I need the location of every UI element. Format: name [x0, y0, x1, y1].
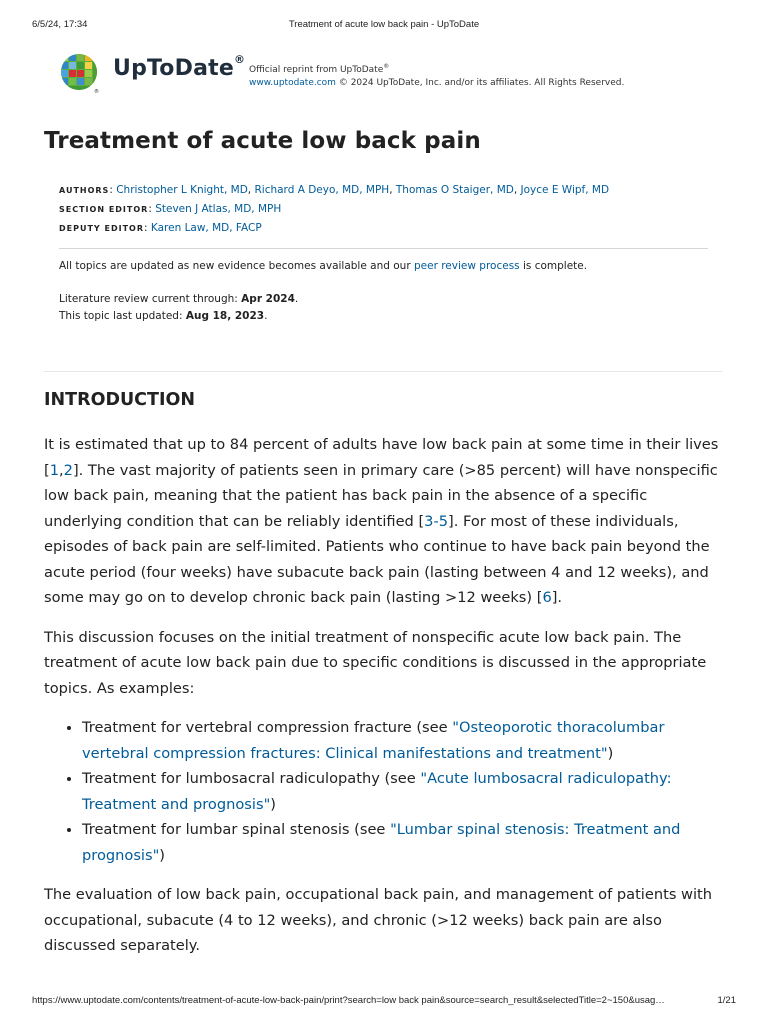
- intro-paragraph-3: The evaluation of low back pain, occupational back pain, and management of patients with occupational, subacute (4 to 12 weeks), and chronic (>12 weeks) back pain are also discussed separately.: [44, 886, 713, 954]
- print-datetime: 6/5/24, 17:34: [32, 19, 88, 30]
- article-credits: [59, 181, 609, 238]
- peer-review-link[interactable]: peer review process: [413, 260, 520, 272]
- topic-link[interactable]: "Osteoporotic thoracolumbar vertebral compression fractures: Clinical manifestations and treatment": [82, 719, 665, 762]
- article-body: [44, 432, 728, 973]
- deputy-editor-line: DEPUTY EDITOR: Karen Law, MD, FACP: [59, 222, 262, 234]
- divider: [44, 371, 722, 372]
- article-title: Treatment of acute low back pain: [44, 128, 481, 154]
- intro-paragraph-1: It is estimated that up to 84 percent of adults have low back pain at some time in their lives [1,2]. The vast majority of patients seen in primary care (>85 percent) will have nonspecific low back pain, meaning that the patient has back pain in the absence of a specific underlying condition that can be reliably identified [3-5]. For most of these individuals, episodes of back pain are self-limited. Patients who continue to have back pain beyond the acute period (four weeks) have subacute back pain (lasting between 4 and 12 weeks), and some may go on to develop chronic back pain (lasting >12 weeks) [6].: [44, 436, 719, 606]
- copyright-text: © 2024 UpToDate, Inc. and/or its affiliates. All Rights Reserved.: [338, 78, 625, 88]
- reference-link[interactable]: 2: [63, 461, 73, 479]
- intro-paragraph-2: This discussion focuses on the initial treatment of nonspecific acute low back pain. The treatment of acute low back pain due to specific conditions is discussed in the appropriate topics. As examples:: [44, 628, 707, 697]
- last-updated-line: This topic last updated: Aug 18, 2023.: [59, 310, 268, 322]
- credit-role: AUTHORS: [59, 186, 110, 195]
- examples-list: [44, 715, 728, 868]
- site-link[interactable]: www.uptodate.com: [249, 78, 336, 88]
- credit-role: SECTION EDITOR: [59, 205, 149, 214]
- reference-link[interactable]: 6: [542, 589, 552, 606]
- topic-link[interactable]: "Lumbar spinal stenosis: Treatment and prognosis": [82, 821, 681, 864]
- list-item: • Treatment for lumbar spinal stenosis (see "Lumbar spinal stenosis: Treatment and prognosis"): [82, 817, 728, 868]
- authors-line: AUTHORS: Christopher L Knight, MD, Richard A Deyo, MD, MPH, Thomas O Staiger, MD, Joyce E Wipf, MD: [59, 184, 610, 196]
- author-link[interactable]: Thomas O Staiger, MD: [395, 184, 514, 196]
- deputy-editor-link[interactable]: Karen Law, MD, FACP: [150, 222, 262, 234]
- svg-text:®: ®: [94, 89, 99, 94]
- author-link[interactable]: Richard A Deyo, MD, MPH: [254, 184, 390, 196]
- update-notice: All topics are updated as new evidence becomes available and our peer review process is complete.: [59, 260, 588, 272]
- reference-link[interactable]: 1: [49, 461, 59, 479]
- topic-meta: [59, 258, 587, 325]
- author-link[interactable]: Christopher L Knight, MD: [116, 184, 248, 196]
- page-number: 1/21: [717, 995, 736, 1006]
- section-heading-introduction: INTRODUCTION: [44, 390, 195, 410]
- section-editor-line: SECTION EDITOR: Steven J Atlas, MD, MPH: [59, 203, 282, 215]
- topic-link[interactable]: "Acute lumbosacral radiculopathy: Treatment and prognosis": [82, 770, 672, 813]
- list-item: • Treatment for lumbosacral radiculopathy (see "Acute lumbosacral radiculopathy: Treatment and prognosis"): [82, 766, 728, 817]
- reprint-line: Official reprint from UpToDate: [249, 65, 384, 75]
- reference-link[interactable]: 3-5: [424, 512, 449, 530]
- reprint-notice: Official reprint from UpToDate® www.uptodate.com © 2024 UpToDate, Inc. and/or its affiliates. All Rights Reserved.: [249, 63, 625, 88]
- section-editor-link[interactable]: Steven J Atlas, MD, MPH: [155, 203, 282, 215]
- uptodate-wordmark: UpToDate®: [113, 52, 246, 81]
- uptodate-logo-icon: [58, 52, 100, 94]
- print-page-title: Treatment of acute low back pain - UpToDate: [288, 19, 480, 30]
- print-url: https://www.uptodate.com/contents/treatment-of-acute-low-back-pain/print?search=low back pain&source=search_result&selectedTitle=2~150&usag…: [32, 995, 665, 1006]
- author-link[interactable]: Joyce E Wipf, MD: [520, 184, 610, 196]
- list-item: • Treatment for vertebral compression fracture (see "Osteoporotic thoracolumbar vertebral compression fractures: Clinical manifestations and treatment"): [82, 715, 728, 766]
- print-header: [0, 19, 768, 33]
- divider: [59, 248, 708, 249]
- credit-role: DEPUTY EDITOR: [59, 224, 144, 233]
- print-footer: [0, 995, 768, 1009]
- lit-review-line: Literature review current through: Apr 2024.: [59, 293, 299, 305]
